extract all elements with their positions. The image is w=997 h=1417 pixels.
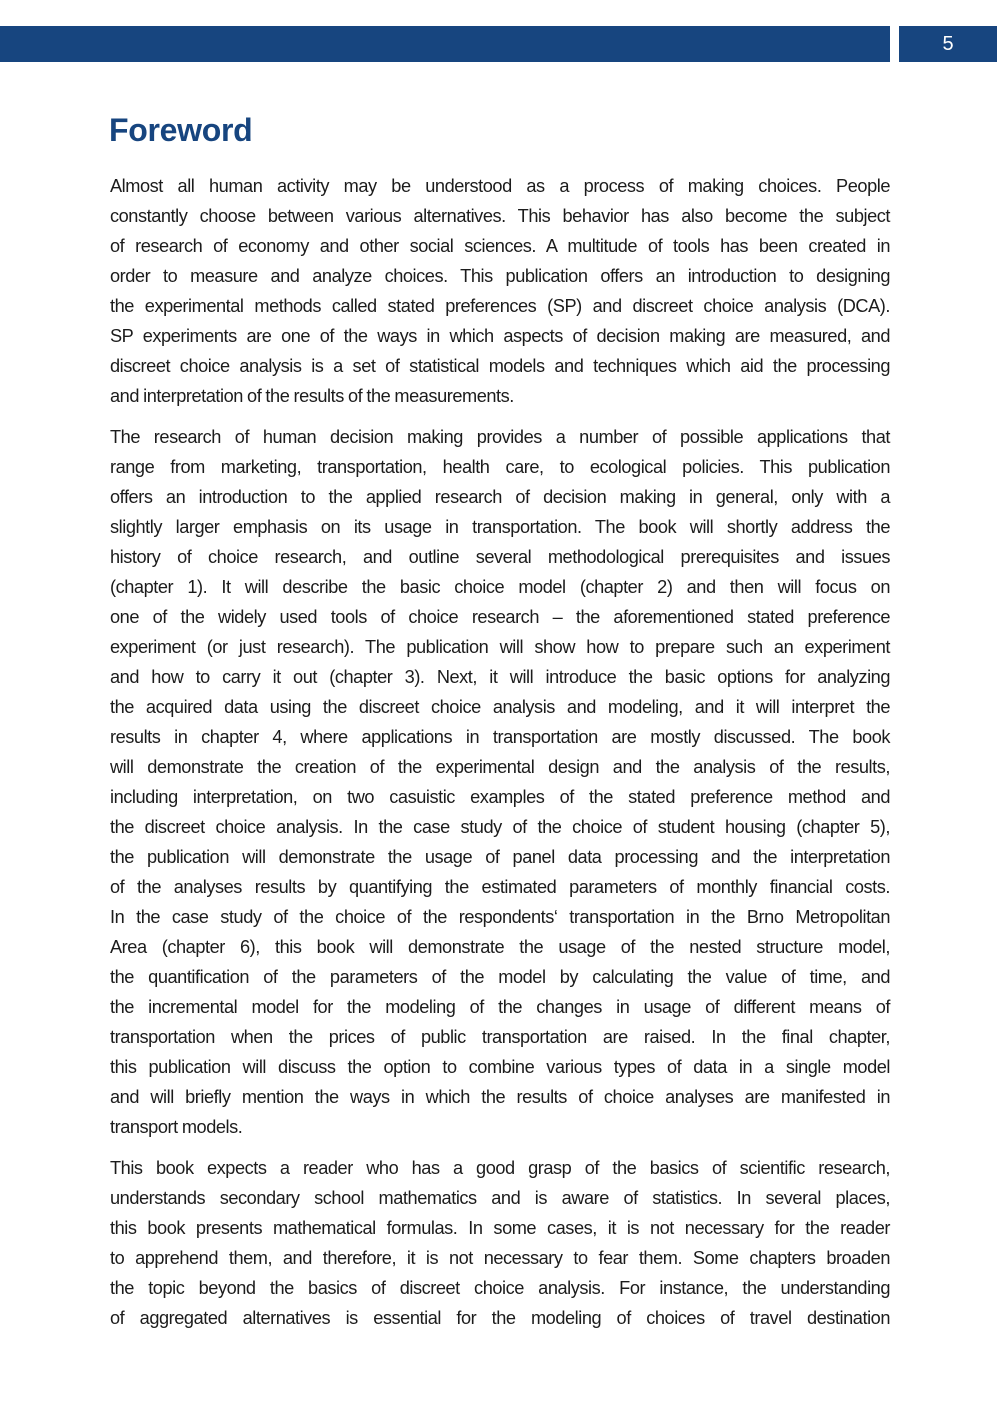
foreword-body [110,171,890,1344]
text-line: and will briefly mention the ways in which the results of choice analyses are manifested in [110,1087,890,1107]
page-number: 5 [942,32,954,55]
paragraph-intro [110,171,890,411]
text-line: this publication will discuss the option to combine various types of data in a single model [110,1057,890,1077]
text-line: the incremental model for the modeling of the changes in usage of different means of [110,997,890,1017]
paragraph-reader-expectations [110,1153,890,1333]
text-line: of the analyses results by quantifying the estimated parameters of monthly financial costs. [110,877,890,897]
header-bar [0,26,890,62]
text-line: SP experiments are one of the ways in which aspects of decision making are measured, and [110,326,890,346]
text-line: results in chapter 4, where applications in transportation are mostly discussed. The book [110,727,890,747]
text-line: and interpretation of the results of the measurements. [110,386,514,406]
text-line: range from marketing, transportation, health care, to ecological policies. This publication [110,457,890,477]
text-line: slightly larger emphasis on its usage in transportation. The book will shortly address the [110,517,890,537]
text-line: history of choice research, and outline several methodological prerequisites and issues [110,547,890,567]
text-line: (chapter 1). It will describe the basic choice model (chapter 2) and then will focus on [110,577,890,597]
text-line: In the case study of the choice of the respondents‘ transportation in the Brno Metropolitan [110,907,890,927]
text-line: understands secondary school mathematics and is aware of statistics. In several places, [110,1188,890,1208]
text-line: the quantification of the parameters of the model by calculating the value of time, and [110,967,890,987]
text-line: Area (chapter 6), this book will demonstrate the usage of the nested structure model, [110,937,890,957]
text-line: will demonstrate the creation of the experimental design and the analysis of the results, [110,757,890,777]
text-line: one of the widely used tools of choice research – the aforementioned stated preference [110,607,890,627]
text-line: discreet choice analysis is a set of statistical models and techniques which aid the processing [110,356,890,376]
text-line: this book presents mathematical formulas. In some cases, it is not necessary for the reader [110,1218,890,1238]
text-line: Almost all human activity may be understood as a process of making choices. People [110,176,890,196]
text-line: the acquired data using the discreet choice analysis and modeling, and it will interpret the [110,697,890,717]
text-line: order to measure and analyze choices. This publication offers an introduction to designing [110,266,890,286]
text-line: the experimental methods called stated preferences (SP) and discreet choice analysis (DCA). [110,296,890,316]
text-line: offers an introduction to the applied research of decision making in general, only with a [110,487,890,507]
text-line: of research of economy and other social sciences. A multitude of tools has been created in [110,236,890,256]
text-line: and how to carry it out (chapter 3). Next, it will introduce the basic options for analyzing [110,667,890,687]
text-line: including interpretation, on two casuistic examples of the stated preference method and [110,787,890,807]
paragraph-book-overview [110,422,890,1142]
text-line: experiment (or just research). The publication will show how to prepare such an experiment [110,637,890,657]
text-line: to apprehend them, and therefore, it is not necessary to fear them. Some chapters broaden [110,1248,890,1268]
text-line: transport models. [110,1117,243,1137]
text-line: the topic beyond the basics of discreet choice analysis. For instance, the understanding [110,1278,890,1298]
text-line: the discreet choice analysis. In the case study of the choice of student housing (chapter 5), [110,817,890,837]
text-line: constantly choose between various alternatives. This behavior has also become the subject [110,206,890,226]
text-line: The research of human decision making provides a number of possible applications that [110,427,890,447]
text-line: of aggregated alternatives is essential for the modeling of choices of travel destination [110,1308,890,1328]
page-number-box [899,26,997,62]
text-line: the publication will demonstrate the usage of panel data processing and the interpretation [110,847,890,867]
text-line: This book expects a reader who has a good grasp of the basics of scientific research, [110,1158,890,1178]
text-line: transportation when the prices of public transportation are raised. In the final chapter, [110,1027,890,1047]
page-title: Foreword [109,112,253,148]
